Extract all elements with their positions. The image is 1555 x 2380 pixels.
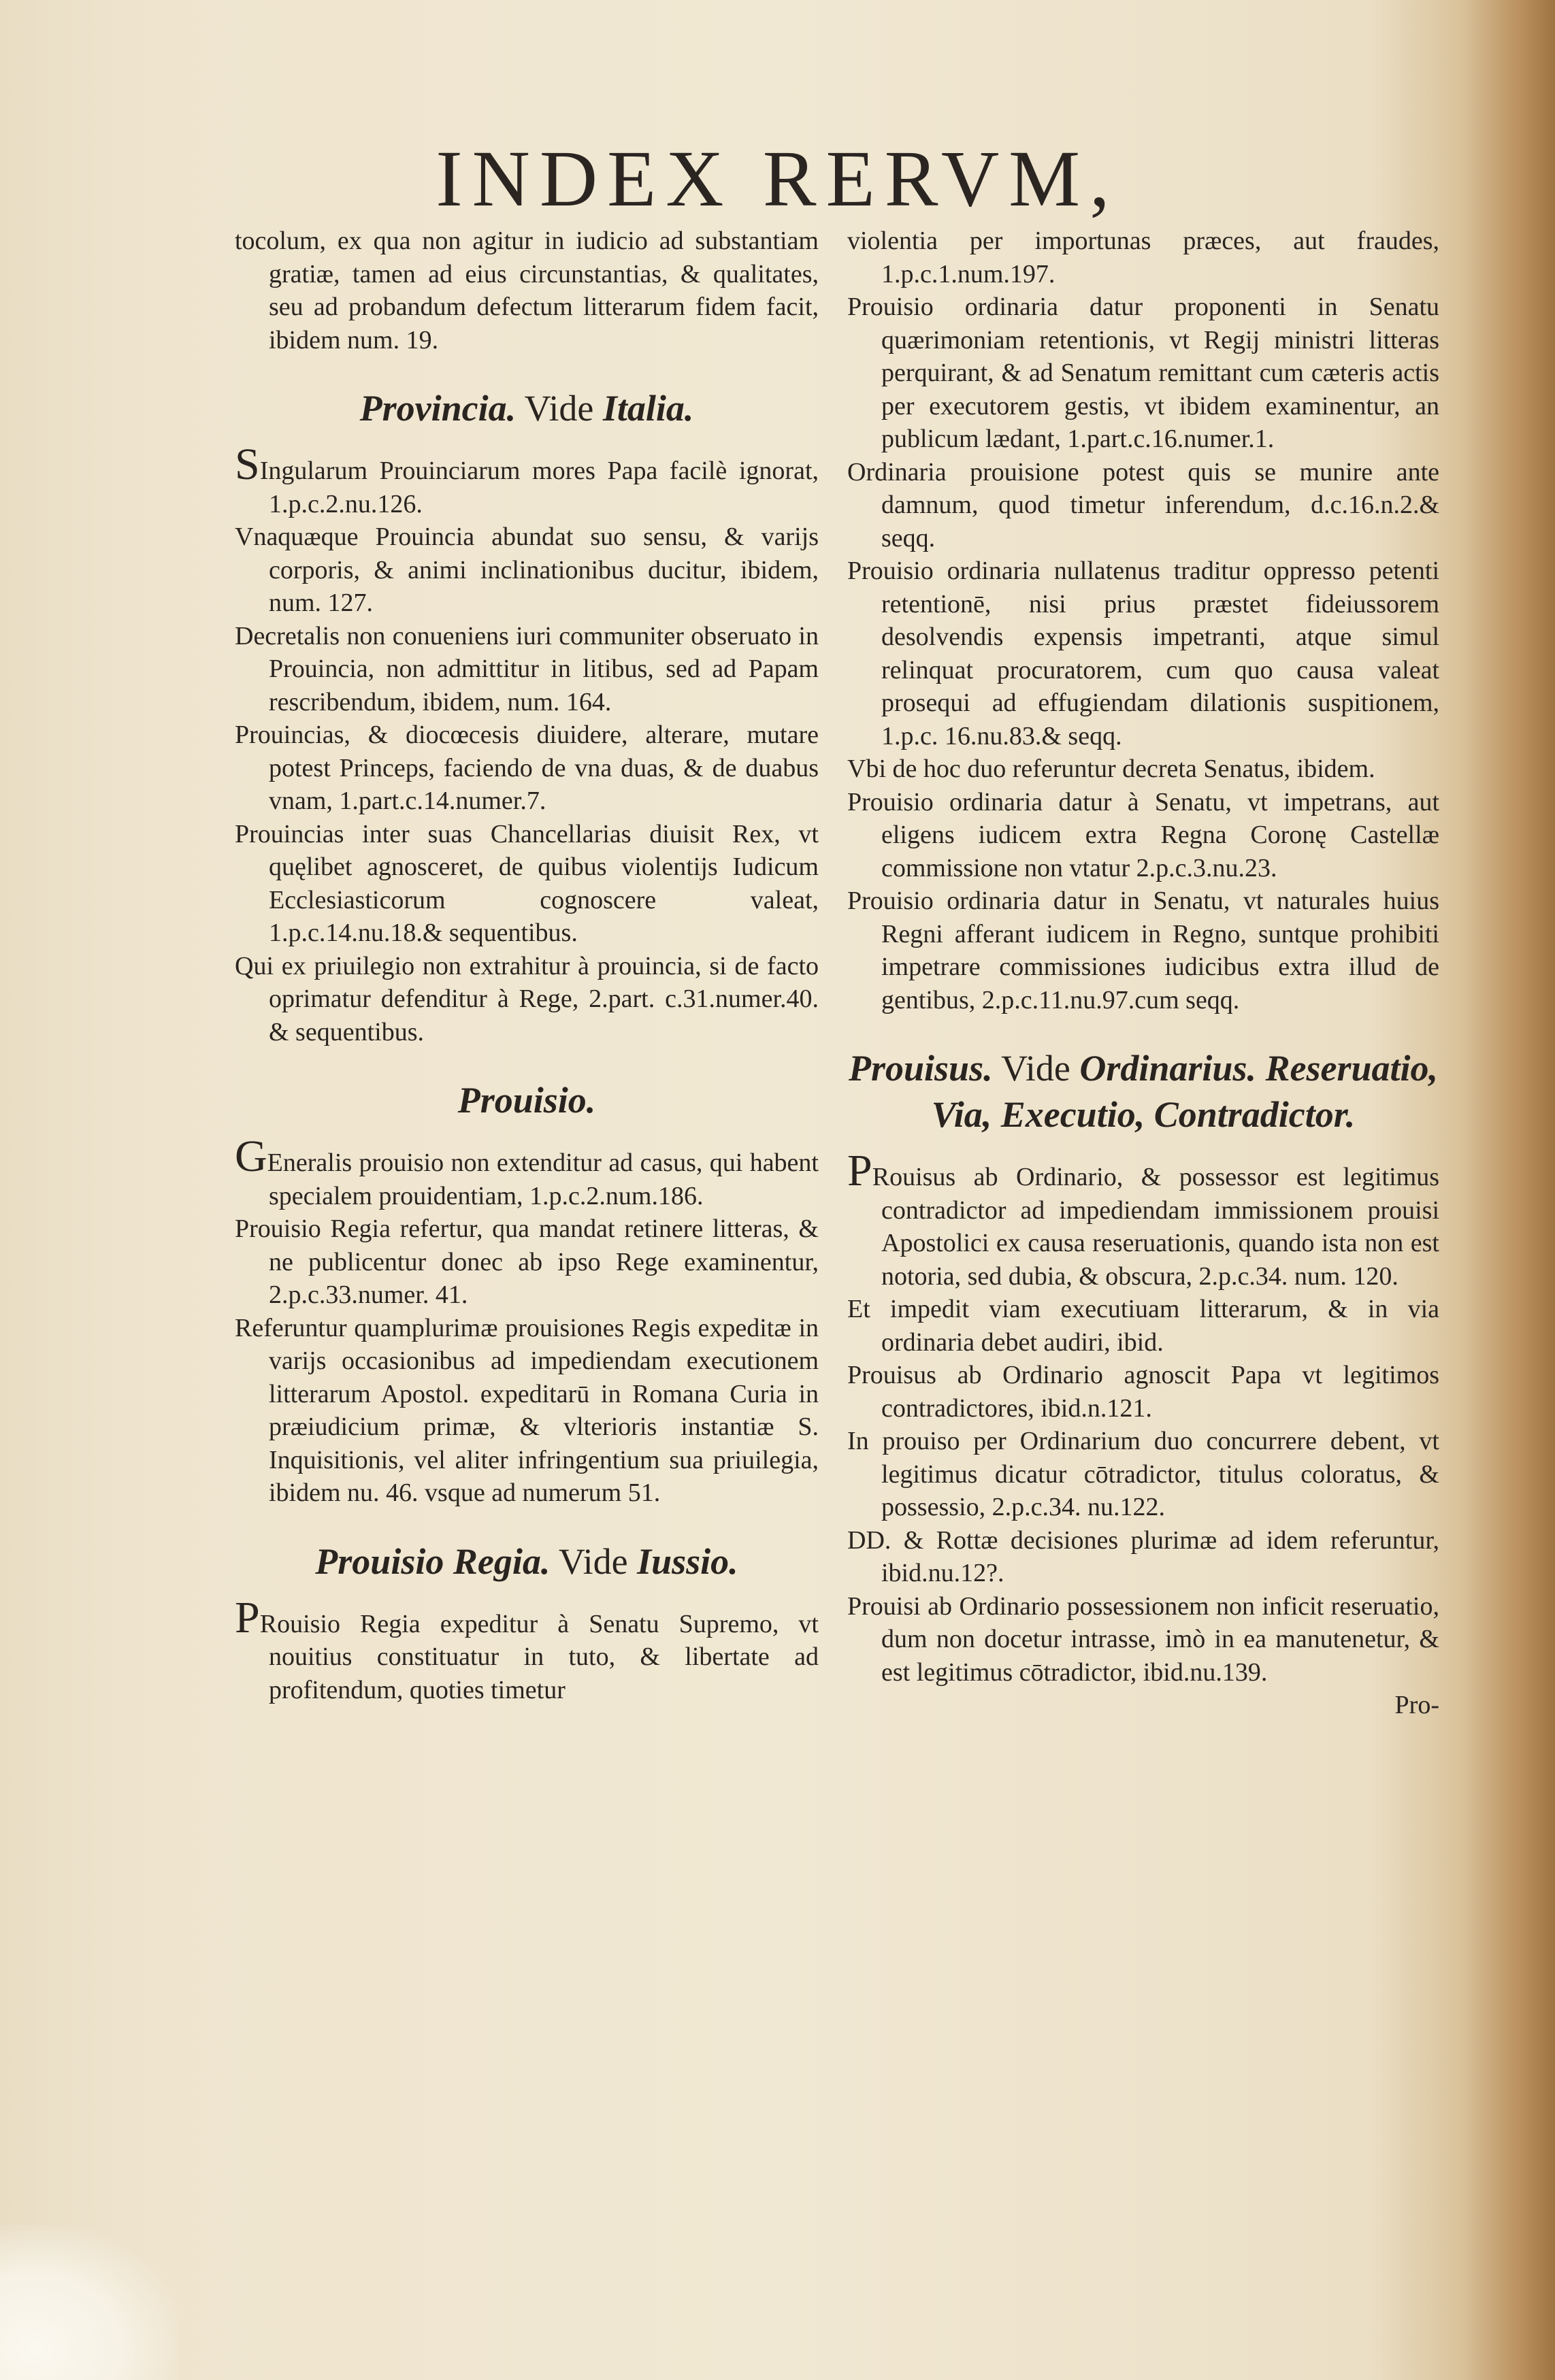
index-entry: Decretalis non conueniens iuri communiter obseruato in Prouincia, non admittitur in litibus, sed ad Papam rescribendum, ibidem, num. 164. xyxy=(235,621,819,716)
entry-text: Rouisus ab Ordinario, & possessor est legitimus contradictor ad impediendam immissionem prouisi Apostolici ex causa reseruationis, quando ista non est notoria, sed dubia, & obscura, 2.p.c.34. num. 120. xyxy=(872,1163,1439,1291)
running-head: INDEX RERVM, xyxy=(436,134,1119,223)
heading-cross-ref: Ordinarius. Reseruatio, Via, Executio, Contradictor. xyxy=(931,1048,1438,1135)
index-heading xyxy=(235,1077,819,1123)
index-heading xyxy=(235,1538,819,1585)
index-entry: Vnaquæque Prouincia abundat suo sensu, & varijs corporis, & animi inclinationibus ducitur, ibidem, num. 127. xyxy=(235,523,819,617)
index-entry: Et impedit viam executiuam litterarum, & in via ordinaria debet audiri, ibid. xyxy=(847,1295,1439,1357)
index-entry: Prouisio ordinaria datur à Senatu, vt impetrans, aut eligens iudicem extra Regna Coronę Castellæ commissione non vtatur 2.p.c.3.nu.23. xyxy=(847,787,1439,882)
index-entry-lead xyxy=(235,440,819,520)
entry-text: Eneralis prouisio non extenditur ad casus, qui habent specialem prouidentiam, 1.p.c.2.num.186. xyxy=(267,1148,819,1210)
index-entry: DD. & Rottæ decisiones plurimæ ad idem referuntur, ibid.nu.12?. xyxy=(847,1525,1439,1587)
index-entry-lead xyxy=(847,1146,1439,1293)
index-entry: Prouisus ab Ordinario agnoscit Papa vt legitimos contradictores, ibid.n.121. xyxy=(847,1361,1439,1423)
drop-initial: S xyxy=(235,440,260,489)
index-entry: Prouisio ordinaria nullatenus traditur oppresso petenti retentionē, nisi prius præstet fideiussorem desolvendis expensis impetranti, atque simul relinquat procuratorem, cum quo causa valeat prosequi ad effugiendam dilationis suspitionem, 1.p.c. 16.nu.83.& seqq. xyxy=(847,557,1439,750)
index-entry-lead xyxy=(235,1592,819,1707)
heading-term: Prouisio Regia. xyxy=(315,1540,551,1582)
index-entry: Prouisio ordinaria datur in Senatu, vt naturales huius Regni afferant iudicem in Regno, suntque prohibiti impetrare commissiones iudicibus extra illud de gentibus, 2.p.c.11.nu.97.cum seqq. xyxy=(847,887,1439,1014)
catchword: Pro- xyxy=(1394,1691,1439,1719)
heading-vide: Vide xyxy=(516,388,603,429)
entry-text: Rouisio Regia expeditur à Senatu Supremo, vt nouitius constituatur in tuto, & libertate ad profitendum, quoties timetur xyxy=(259,1609,819,1704)
heading-term: Prouisio. xyxy=(457,1080,596,1121)
index-entry: Ordinaria prouisione potest quis se munire ante damnum, quod timetur inferendum, d.c.16.n.2.& seqq. xyxy=(847,457,1439,552)
index-heading xyxy=(847,1045,1439,1138)
left-column xyxy=(235,225,819,1706)
entry-text: Ingularum Prouinciarum mores Papa facilè ignorat, 1.p.c.2.nu.126. xyxy=(259,457,819,518)
drop-initial: P xyxy=(235,1592,260,1642)
heading-cross-ref: Italia. xyxy=(602,388,694,429)
heading-vide: Vide xyxy=(550,1540,638,1582)
heading-vide: Vide xyxy=(992,1048,1080,1089)
index-entry: Prouisio Regia refertur, qua mandat retinere litteras, & ne publicentur donec ab ipso Rege examinentur, 2.p.c.33.numer. 41. xyxy=(235,1214,819,1309)
index-entry: Prouisio ordinaria datur proponenti in Senatu quærimoniam retentionis, vt Regij ministri litteras perquirant, & ad Senatum remittant cum cæteris actis per executorem gestis, vt ibidem examinentur, an publicum lædant, 1.part.c.16.numer.1. xyxy=(847,293,1439,453)
index-heading xyxy=(235,385,819,431)
paper-stain xyxy=(0,2225,177,2380)
index-entry: tocolum, ex qua non agitur in iudicio ad substantiam gratiæ, tamen ad eius circunstantias, & qualitates, seu ad probandum defectum litterarum fidem facit, ibidem num. 19. xyxy=(235,227,819,354)
index-entry: Prouisi ab Ordinario possessionem non inficit reseruatio, dum non docetur intrasse, imò in ea manutenetur, & est legitimus cōtradictor, ibid.nu.139. xyxy=(847,1591,1439,1687)
heading-cross-ref: Iussio. xyxy=(637,1540,738,1582)
heading-term: Prouisus. xyxy=(849,1048,993,1089)
index-entry: violentia per importunas præces, aut fraudes, 1.p.c.1.num.197. xyxy=(847,227,1439,288)
index-entry: Qui ex priuilegio non extrahitur à prouincia, si de facto oprimatur defenditur à Rege, 2.part. c.31.numer.40. & sequentibus. xyxy=(235,951,819,1046)
heading-term: Provincia. xyxy=(359,388,517,429)
index-entry-lead xyxy=(235,1131,819,1212)
index-entry: Prouincias inter suas Chancellarias diuisit Rex, vt quęlibet agnosceret, de quibus violentijs Iudicum Ecclesiasticorum cognoscere valeat, 1.p.c.14.nu.18.& sequentibus. xyxy=(235,819,819,947)
right-column xyxy=(847,225,1439,1722)
drop-initial: G xyxy=(235,1131,267,1181)
index-entry: In prouiso per Ordinarium duo concurrere debent, vt legitimus dicatur cōtradictor, titulus coloratus, & possessio, 2.p.c.34. nu.122. xyxy=(847,1427,1439,1521)
index-entry: Vbi de hoc duo referuntur decreta Senatus, ibidem. xyxy=(847,755,1375,783)
index-entry: Prouincias, & diocœcesis diuidere, alterare, mutare potest Princeps, faciendo de vna duas, & de duabus vnam, 1.part.c.14.numer.7. xyxy=(235,721,819,815)
drop-initial: P xyxy=(847,1146,872,1195)
index-entry: Referuntur quamplurimæ prouisiones Regis expeditæ in varijs occasionibus ad impediendam executionem litterarum Apostol. expeditarū in Romana Curia in præiudicium primæ, & vlterioris instantiæ S. Inquisitionis, vel aliter infringentium sua priuilegia, ibidem nu. 46. vsque ad numerum 51. xyxy=(235,1313,819,1507)
